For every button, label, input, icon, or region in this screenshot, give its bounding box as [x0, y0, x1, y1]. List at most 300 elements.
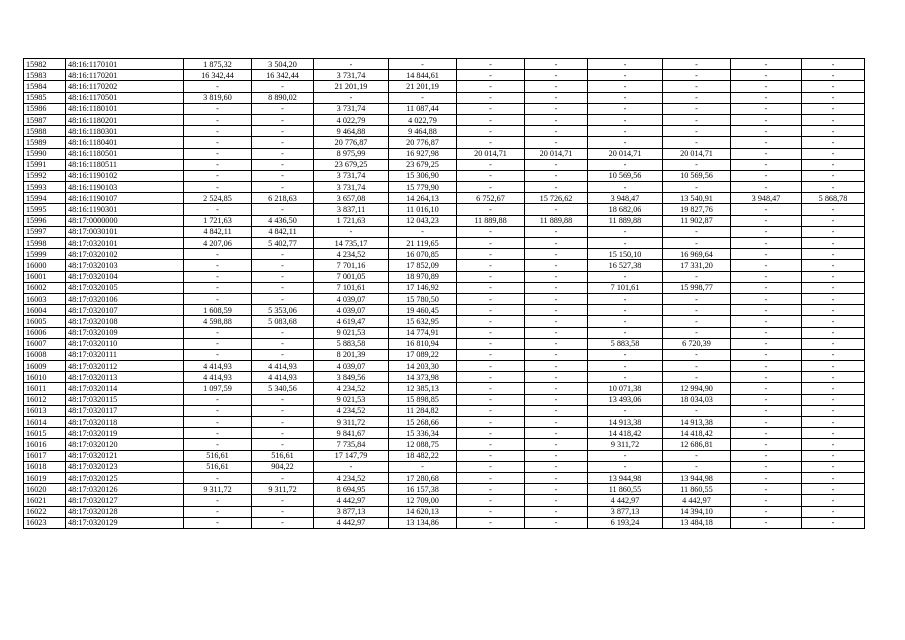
- value-cell: -: [252, 293, 314, 304]
- value-cell: 12 709,00: [389, 495, 457, 506]
- value-cell: -: [802, 472, 865, 483]
- value-cell: -: [457, 92, 525, 103]
- value-cell: -: [663, 372, 731, 383]
- value-cell: -: [525, 428, 588, 439]
- value-cell: -: [252, 260, 314, 271]
- value-cell: -: [802, 327, 865, 338]
- value-cell: 9 311,72: [588, 439, 663, 450]
- value-cell: 4 414,93: [184, 361, 252, 372]
- value-cell: -: [252, 148, 314, 159]
- value-cell: -: [731, 394, 802, 405]
- value-cell: -: [731, 439, 802, 450]
- value-cell: -: [525, 517, 588, 528]
- value-cell: -: [525, 293, 588, 304]
- cadastral-number-cell: 48:16:1170101: [66, 59, 184, 70]
- value-cell: -: [184, 327, 252, 338]
- value-cell: 7 001,05: [314, 271, 389, 282]
- value-cell: -: [802, 215, 865, 226]
- value-cell: -: [457, 103, 525, 114]
- row-number-cell: 15986: [24, 103, 66, 114]
- value-cell: -: [457, 182, 525, 193]
- value-cell: 4 442,97: [314, 517, 389, 528]
- value-cell: -: [802, 450, 865, 461]
- table-row: [24, 170, 865, 181]
- value-cell: -: [588, 137, 663, 148]
- value-cell: -: [457, 394, 525, 405]
- table-row: [24, 405, 865, 416]
- cadastral-number-cell: 48:17:0320111: [66, 349, 184, 360]
- value-cell: -: [525, 327, 588, 338]
- value-cell: 3 657,08: [314, 193, 389, 204]
- value-cell: -: [525, 405, 588, 416]
- value-cell: 13 944,98: [663, 472, 731, 483]
- value-cell: 5 353,06: [252, 305, 314, 316]
- value-cell: 9 841,67: [314, 428, 389, 439]
- value-cell: 8 201,39: [314, 349, 389, 360]
- row-number-cell: 15990: [24, 148, 66, 159]
- value-cell: -: [802, 383, 865, 394]
- value-cell: -: [252, 472, 314, 483]
- value-cell: -: [184, 182, 252, 193]
- value-cell: -: [802, 92, 865, 103]
- cadastral-number-cell: 48:17:0030101: [66, 226, 184, 237]
- value-cell: 17 146,92: [389, 282, 457, 293]
- row-number-cell: 16003: [24, 293, 66, 304]
- table-row: [24, 238, 865, 249]
- value-cell: -: [525, 506, 588, 517]
- value-cell: -: [457, 417, 525, 428]
- row-number-cell: 15999: [24, 249, 66, 260]
- value-cell: -: [457, 349, 525, 360]
- value-cell: -: [525, 349, 588, 360]
- value-cell: -: [457, 428, 525, 439]
- table-row: [24, 159, 865, 170]
- value-cell: 6 720,39: [663, 338, 731, 349]
- value-cell: 8 890,02: [252, 92, 314, 103]
- value-cell: 6 752,67: [457, 193, 525, 204]
- value-cell: -: [525, 484, 588, 495]
- value-cell: -: [731, 148, 802, 159]
- value-cell: -: [457, 59, 525, 70]
- value-cell: 5 868,78: [802, 193, 865, 204]
- value-cell: -: [252, 405, 314, 416]
- value-cell: -: [663, 92, 731, 103]
- value-cell: -: [457, 495, 525, 506]
- cadastral-number-cell: 48:17:0320105: [66, 282, 184, 293]
- value-cell: 4 842,11: [184, 226, 252, 237]
- value-cell: -: [184, 249, 252, 260]
- value-cell: 11 284,82: [389, 405, 457, 416]
- value-cell: -: [457, 383, 525, 394]
- value-cell: 11 087,44: [389, 103, 457, 114]
- value-cell: -: [588, 70, 663, 81]
- value-cell: 2 524,85: [184, 193, 252, 204]
- value-cell: -: [802, 159, 865, 170]
- value-cell: -: [457, 114, 525, 125]
- value-cell: -: [525, 249, 588, 260]
- value-cell: 3 731,74: [314, 103, 389, 114]
- value-cell: -: [252, 439, 314, 450]
- value-cell: -: [457, 461, 525, 472]
- value-cell: -: [663, 327, 731, 338]
- row-number-cell: 15997: [24, 226, 66, 237]
- cadastral-number-cell: 48:17:0320120: [66, 439, 184, 450]
- value-cell: -: [252, 417, 314, 428]
- value-cell: -: [184, 394, 252, 405]
- value-cell: 4 207,06: [184, 238, 252, 249]
- value-cell: -: [588, 238, 663, 249]
- value-cell: -: [731, 472, 802, 483]
- table-row: [24, 417, 865, 428]
- value-cell: 12 686,81: [663, 439, 731, 450]
- value-cell: -: [457, 506, 525, 517]
- cadastral-number-cell: 48:16:1170501: [66, 92, 184, 103]
- cadastral-number-cell: 48:17:0320128: [66, 506, 184, 517]
- value-cell: -: [525, 394, 588, 405]
- cadastral-number-cell: 48:16:1190107: [66, 193, 184, 204]
- value-cell: 15 632,95: [389, 316, 457, 327]
- value-cell: 7 735,84: [314, 439, 389, 450]
- value-cell: 11 902,87: [663, 215, 731, 226]
- value-cell: 4 442,97: [663, 495, 731, 506]
- cadastral-number-cell: 48:16:1180401: [66, 137, 184, 148]
- value-cell: -: [525, 70, 588, 81]
- row-number-cell: 15991: [24, 159, 66, 170]
- row-number-cell: 16004: [24, 305, 66, 316]
- value-cell: -: [663, 238, 731, 249]
- value-cell: -: [184, 293, 252, 304]
- value-cell: -: [802, 226, 865, 237]
- value-cell: 23 679,25: [314, 159, 389, 170]
- row-number-cell: 16006: [24, 327, 66, 338]
- value-cell: -: [663, 226, 731, 237]
- value-cell: -: [457, 249, 525, 260]
- cadastral-number-cell: 48:17:0320117: [66, 405, 184, 416]
- value-cell: -: [252, 182, 314, 193]
- value-cell: 4 414,93: [184, 372, 252, 383]
- table-body: [24, 59, 865, 529]
- value-cell: -: [802, 338, 865, 349]
- table-row: [24, 450, 865, 461]
- value-cell: 16 157,38: [389, 484, 457, 495]
- value-cell: -: [457, 439, 525, 450]
- value-cell: 4 039,07: [314, 361, 389, 372]
- value-cell: 20 776,87: [314, 137, 389, 148]
- cadastral-number-cell: 48:17:0320107: [66, 305, 184, 316]
- value-cell: 13 134,86: [389, 517, 457, 528]
- value-cell: 3 948,47: [588, 193, 663, 204]
- value-cell: 13 493,06: [588, 394, 663, 405]
- value-cell: -: [731, 506, 802, 517]
- value-cell: 4 234,52: [314, 472, 389, 483]
- value-cell: -: [252, 170, 314, 181]
- value-cell: -: [457, 484, 525, 495]
- row-number-cell: 16020: [24, 484, 66, 495]
- value-cell: 15 726,62: [525, 193, 588, 204]
- value-cell: -: [525, 495, 588, 506]
- value-cell: -: [314, 92, 389, 103]
- cadastral-number-cell: 48:17:0320110: [66, 338, 184, 349]
- value-cell: -: [731, 81, 802, 92]
- value-cell: -: [457, 361, 525, 372]
- value-cell: 9 021,53: [314, 327, 389, 338]
- value-cell: -: [184, 338, 252, 349]
- value-cell: 11 889,88: [457, 215, 525, 226]
- row-number-cell: 16005: [24, 316, 66, 327]
- value-cell: -: [802, 271, 865, 282]
- value-cell: 17 331,20: [663, 260, 731, 271]
- value-cell: -: [663, 137, 731, 148]
- value-cell: 13 540,91: [663, 193, 731, 204]
- value-cell: -: [731, 92, 802, 103]
- value-cell: 14 418,42: [588, 428, 663, 439]
- cadastral-number-cell: 48:16:1180201: [66, 114, 184, 125]
- value-cell: 10 071,38: [588, 383, 663, 394]
- value-cell: -: [802, 361, 865, 372]
- value-cell: -: [802, 114, 865, 125]
- value-cell: -: [314, 226, 389, 237]
- value-cell: -: [252, 204, 314, 215]
- table-row: [24, 293, 865, 304]
- value-cell: 12 994,90: [663, 383, 731, 394]
- value-cell: 4 414,93: [252, 361, 314, 372]
- value-cell: -: [457, 271, 525, 282]
- value-cell: 14 913,38: [588, 417, 663, 428]
- value-cell: -: [252, 159, 314, 170]
- value-cell: -: [802, 372, 865, 383]
- cadastral-number-cell: 48:17:0320114: [66, 383, 184, 394]
- value-cell: -: [252, 349, 314, 360]
- row-number-cell: 15989: [24, 137, 66, 148]
- value-cell: 4 234,52: [314, 405, 389, 416]
- value-cell: 10 569,56: [663, 170, 731, 181]
- value-cell: 1 721,63: [314, 215, 389, 226]
- value-cell: -: [252, 517, 314, 528]
- value-cell: 15 150,10: [588, 249, 663, 260]
- value-cell: -: [731, 70, 802, 81]
- value-cell: 16 927,98: [389, 148, 457, 159]
- row-number-cell: 16018: [24, 461, 66, 472]
- row-number-cell: 15985: [24, 92, 66, 103]
- cadastral-number-cell: 48:17:0320104: [66, 271, 184, 282]
- value-cell: 14 418,42: [663, 428, 731, 439]
- value-cell: -: [663, 316, 731, 327]
- value-cell: -: [802, 282, 865, 293]
- value-cell: 15 898,85: [389, 394, 457, 405]
- row-number-cell: 16014: [24, 417, 66, 428]
- value-cell: 3 877,13: [314, 506, 389, 517]
- value-cell: 15 998,77: [663, 282, 731, 293]
- value-cell: 516,61: [184, 450, 252, 461]
- value-cell: -: [802, 305, 865, 316]
- row-number-cell: 16013: [24, 405, 66, 416]
- value-cell: -: [184, 472, 252, 483]
- cadastral-number-cell: 48:17:0320103: [66, 260, 184, 271]
- value-cell: -: [663, 271, 731, 282]
- value-cell: 14 913,38: [663, 417, 731, 428]
- table-row: [24, 249, 865, 260]
- row-number-cell: 16008: [24, 349, 66, 360]
- value-cell: -: [457, 405, 525, 416]
- value-cell: -: [731, 170, 802, 181]
- table-row: [24, 361, 865, 372]
- value-cell: 516,61: [184, 461, 252, 472]
- table-row: [24, 305, 865, 316]
- cadastral-number-cell: 48:16:1180301: [66, 126, 184, 137]
- value-cell: -: [525, 472, 588, 483]
- value-cell: -: [731, 316, 802, 327]
- cadastral-number-cell: 48:16:1190102: [66, 170, 184, 181]
- value-cell: -: [252, 282, 314, 293]
- value-cell: -: [663, 182, 731, 193]
- value-cell: 5 083,68: [252, 316, 314, 327]
- value-cell: -: [731, 59, 802, 70]
- value-cell: -: [184, 517, 252, 528]
- value-cell: -: [731, 103, 802, 114]
- value-cell: -: [457, 126, 525, 137]
- cadastral-number-cell: 48:17:0320125: [66, 472, 184, 483]
- value-cell: 4 039,07: [314, 293, 389, 304]
- value-cell: 14 735,17: [314, 238, 389, 249]
- value-cell: -: [184, 260, 252, 271]
- value-cell: -: [663, 293, 731, 304]
- value-cell: 5 340,56: [252, 383, 314, 394]
- value-cell: -: [457, 260, 525, 271]
- value-cell: -: [802, 81, 865, 92]
- table-row: [24, 338, 865, 349]
- value-cell: 3 877,13: [588, 506, 663, 517]
- value-cell: -: [525, 439, 588, 450]
- value-cell: -: [457, 372, 525, 383]
- value-cell: -: [525, 238, 588, 249]
- value-cell: 7 701,16: [314, 260, 389, 271]
- value-cell: 3 819,60: [184, 92, 252, 103]
- value-cell: 4 414,93: [252, 372, 314, 383]
- table-row: [24, 204, 865, 215]
- value-cell: -: [457, 305, 525, 316]
- value-cell: -: [184, 204, 252, 215]
- value-cell: 16 342,44: [252, 70, 314, 81]
- cadastral-number-cell: 48:17:0000000: [66, 215, 184, 226]
- table-row: [24, 59, 865, 70]
- value-cell: -: [588, 450, 663, 461]
- value-cell: -: [731, 293, 802, 304]
- value-cell: -: [184, 439, 252, 450]
- value-cell: 18 970,89: [389, 271, 457, 282]
- table-row: [24, 316, 865, 327]
- value-cell: 14 844,61: [389, 70, 457, 81]
- table-row: [24, 148, 865, 159]
- value-cell: -: [588, 159, 663, 170]
- value-cell: 14 373,98: [389, 372, 457, 383]
- value-cell: -: [184, 428, 252, 439]
- value-cell: 20 014,71: [663, 148, 731, 159]
- table-row: [24, 114, 865, 125]
- value-cell: -: [663, 450, 731, 461]
- value-cell: -: [802, 417, 865, 428]
- row-number-cell: 16011: [24, 383, 66, 394]
- value-cell: -: [802, 293, 865, 304]
- row-number-cell: 15995: [24, 204, 66, 215]
- value-cell: -: [731, 484, 802, 495]
- value-cell: 9 311,72: [314, 417, 389, 428]
- row-number-cell: 16019: [24, 472, 66, 483]
- value-cell: -: [184, 405, 252, 416]
- value-cell: 16 527,38: [588, 260, 663, 271]
- cadastral-number-cell: 48:17:0320126: [66, 484, 184, 495]
- value-cell: -: [184, 103, 252, 114]
- value-cell: -: [663, 461, 731, 472]
- table-row: [24, 372, 865, 383]
- value-cell: 5 883,58: [588, 338, 663, 349]
- value-cell: -: [525, 305, 588, 316]
- value-cell: -: [525, 461, 588, 472]
- value-cell: -: [525, 159, 588, 170]
- value-cell: -: [184, 114, 252, 125]
- value-cell: -: [525, 103, 588, 114]
- table-row: [24, 126, 865, 137]
- value-cell: -: [588, 349, 663, 360]
- value-cell: -: [802, 204, 865, 215]
- table-row: [24, 461, 865, 472]
- value-cell: -: [731, 305, 802, 316]
- value-cell: -: [802, 506, 865, 517]
- value-cell: 8 975,99: [314, 148, 389, 159]
- row-number-cell: 16015: [24, 428, 66, 439]
- value-cell: -: [663, 81, 731, 92]
- value-cell: -: [588, 293, 663, 304]
- cadastral-number-cell: 48:16:1170202: [66, 81, 184, 92]
- value-cell: 4 022,79: [389, 114, 457, 125]
- value-cell: 18 682,06: [588, 204, 663, 215]
- value-cell: -: [731, 383, 802, 394]
- value-cell: 5 883,58: [314, 338, 389, 349]
- value-cell: -: [525, 282, 588, 293]
- value-cell: 20 014,71: [525, 148, 588, 159]
- table-row: [24, 506, 865, 517]
- value-cell: 15 779,90: [389, 182, 457, 193]
- value-cell: 1 721,63: [184, 215, 252, 226]
- value-cell: -: [731, 114, 802, 125]
- value-cell: 3 504,20: [252, 59, 314, 70]
- value-cell: -: [731, 428, 802, 439]
- value-cell: 9 021,53: [314, 394, 389, 405]
- value-cell: 21 201,19: [314, 81, 389, 92]
- value-cell: -: [252, 114, 314, 125]
- table-row: [24, 81, 865, 92]
- cadastral-number-cell: 48:17:0320101: [66, 238, 184, 249]
- value-cell: -: [802, 461, 865, 472]
- value-cell: -: [731, 215, 802, 226]
- value-cell: -: [184, 417, 252, 428]
- value-cell: 12 385,13: [389, 383, 457, 394]
- value-cell: 14 394,10: [663, 506, 731, 517]
- value-cell: -: [731, 417, 802, 428]
- value-cell: 19 460,45: [389, 305, 457, 316]
- value-cell: 7 101,61: [588, 282, 663, 293]
- value-cell: -: [252, 137, 314, 148]
- value-cell: -: [457, 238, 525, 249]
- value-cell: -: [457, 137, 525, 148]
- value-cell: -: [184, 506, 252, 517]
- value-cell: 16 342,44: [184, 70, 252, 81]
- value-cell: 6 218,63: [252, 193, 314, 204]
- value-cell: -: [525, 271, 588, 282]
- value-cell: -: [731, 327, 802, 338]
- table-row: [24, 226, 865, 237]
- value-cell: -: [457, 472, 525, 483]
- value-cell: -: [525, 170, 588, 181]
